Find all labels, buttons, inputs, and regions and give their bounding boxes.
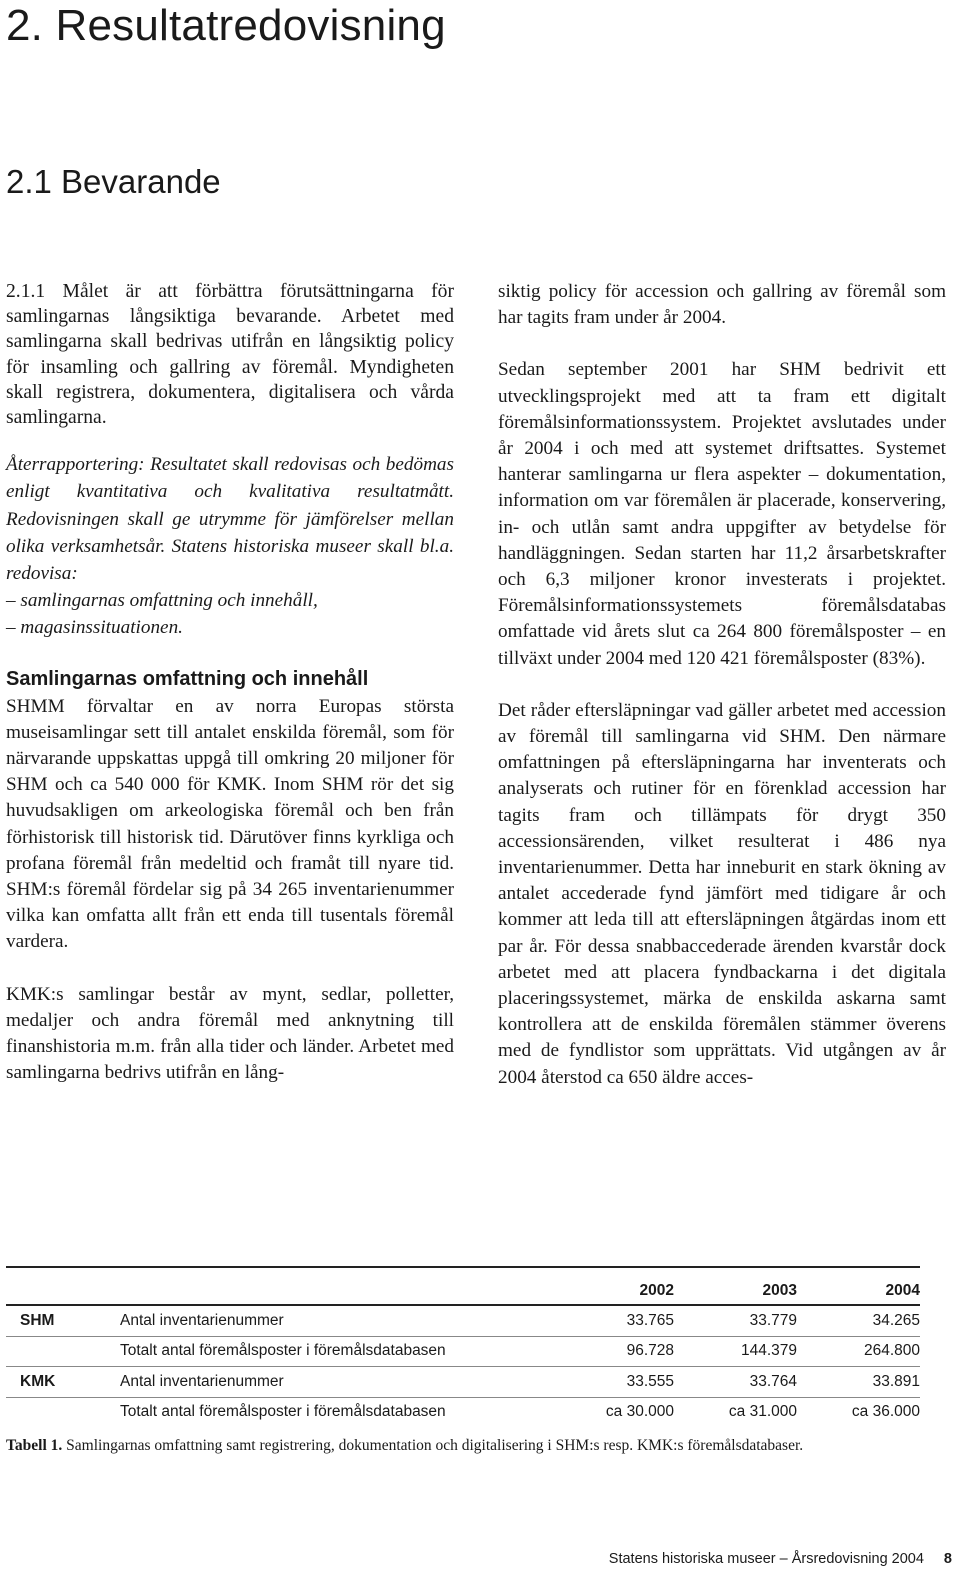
row-value: 264.800 [797,1336,920,1367]
page-footer [609,1551,952,1567]
row-value: 34.265 [872,1311,920,1329]
row-value: 33.779 [749,1311,797,1329]
footer-text: Statens historiska museer – Årsredovisning 2004 [608,1551,924,1567]
table-row [6,1305,920,1336]
year-header: 2002 [551,1268,674,1305]
year-header: 2003 [674,1268,797,1305]
table-header-row [6,1268,920,1305]
row-value: ca 31.000 [674,1397,797,1427]
chapter-title: 2. Resultatredovisning [6,1,446,50]
row-group: KMK [6,1367,120,1398]
row-label: Antal inventarienummer [120,1367,551,1398]
subheading: Samlingarnas omfattning och innehåll [6,667,369,690]
row-group: SHM [20,1311,55,1329]
goal-paragraph: 2.1.1 Målet är att förbättra förutsättningarna för samlingarnas långsiktiga bevarande. Arbetet med samlingarna skall bedrivas utifrån en långsiktig policy för insamling och gallring av föremål. Myndigheten skall registrera, dokumentera, digitalisera och vårda samlingarna. [6,281,454,429]
reporting-requirements [6,451,454,641]
row-value: 33.764 [674,1367,797,1398]
row-value: ca 30.000 [551,1397,674,1427]
reporting-item-2: – magasinssituationen. [6,617,183,639]
reporting-item-1: – samlingarnas omfattning och innehåll, [6,590,318,612]
right-paragraph-1: siktig policy för accession och gallring av föremål som har tagits fram under år 2004. [498,281,946,329]
row-value: 96.728 [551,1336,674,1367]
right-paragraph-2: Sedan september 2001 har SHM bedrivit ett utvecklingsprojekt med att ta fram ett digitalt föremålsinformationssystem. Projektet avslutades under år 2004 i och med att systemet driftsattes. Systemet hanterar samlingarna ur flera aspekter – dokumentation, information om var föremålen är placerade, konservering, in- och utlån samt andra uppgifter av betydelse för handläggningen. Sedan starten har 11,2 årsarbetskrafter och 6,3 miljoner kronor investerats i projektet. Föremålsinformationssystemets föremålsdatabas omfattade vid årets slut ca 264 800 föremålsposter – en tillväxt under 2004 med 120 421 föremålsposter (83%). [498,359,946,669]
left-paragraph-2: KMK:s samlingar består av mynt, sedlar, polletter, medaljer och andra föremål med anknytning till finanshistoria m.m. från alla tider och länder. Arbetet med samlingarna bedrivs utifrån en lång- [6,983,454,1084]
table-caption [6,1437,952,1455]
row-group [6,1397,120,1427]
row-value: ca 36.000 [797,1397,920,1427]
row-label: Antal inventarienummer [120,1311,284,1329]
caption-text: Samlingarnas omfattning samt registrering, dokumentation och digitalisering i SHM:s resp. KMK:s föremålsdatabaser. [66,1437,804,1454]
left-column [6,279,454,1086]
table-row [6,1397,920,1427]
row-value: 33.891 [797,1367,920,1398]
caption-label: Tabell 1. [6,1437,63,1454]
section-title: 2.1 Bevarande [6,163,221,200]
collection-table [6,1268,920,1427]
row-value: 144.379 [674,1336,797,1367]
right-column [498,279,946,1091]
row-group [6,1336,120,1367]
row-label: Totalt antal föremålsposter i föremålsdatabasen [120,1397,551,1427]
reporting-intro: Återrapportering: Resultatet skall redovisas och bedömas enligt kvantitativa och kvalitativa resultatmått. Redovisningen skall ge utrymme för jämförelser mellan olika verksamhetsår. Statens historiska museer skall bl.a. redovisa: [6,454,454,585]
table-row [6,1367,920,1398]
left-paragraph-1: SHMM förvaltar en av norra Europas största museisamlingar sett till antalet enskilda föremål, som för närvarande uppskattas uppgå till omkring 20 miljoner för SHM och ca 540 000 för KMK. Inom SHM rör det sig huvudsakligen om arkeologiska föremål och ben från förhistorisk till historisk tid. Därutöver finns kyrkliga och profana föremål från medeltid och framåt till nyare tid. SHM:s föremål fördelar sig på 34 265 inventarienummer vilka kan omfatta allt från ett enda till tusentals föremål vardera. [6,695,454,953]
year-header: 2004 [797,1268,920,1305]
right-paragraph-3: Det råder eftersläpningar vad gäller arbetet med accession av föremål till samlingarna vid SHM. Den närmare omfattningen på eftersläpningarna har inventerats och analyserats och rutiner för en förenklad accession har tagits fram och tillämpats för drygt 350 accessionsärenden, vilket resulterat i 486 nya inventarienummer. Detta har inneburit en stark ökning av antalet accederade fynd jämfört med tidigare år och kommer att leda till att eftersläpningen åtgärdas inom ett par år. För dessa snabbaccederade ärenden kvarstår dock arbetet med att placera fyndbackarna i det digitala placeringssystemet, märka de enskilda askarna samt kontrollera att de enskilda föremålen stämmer överens med de fyndlistor som upprättats. Vid utgången av år 2004 återstod ca 650 äldre acces- [498,699,946,1088]
row-label: Totalt antal föremålsposter i föremålsdatabasen [120,1336,551,1367]
table-top-rule [6,1266,920,1268]
page-number: 8 [943,1551,952,1567]
row-value: 33.555 [551,1367,674,1398]
table-row [6,1336,920,1367]
row-value: 33.765 [626,1311,674,1329]
